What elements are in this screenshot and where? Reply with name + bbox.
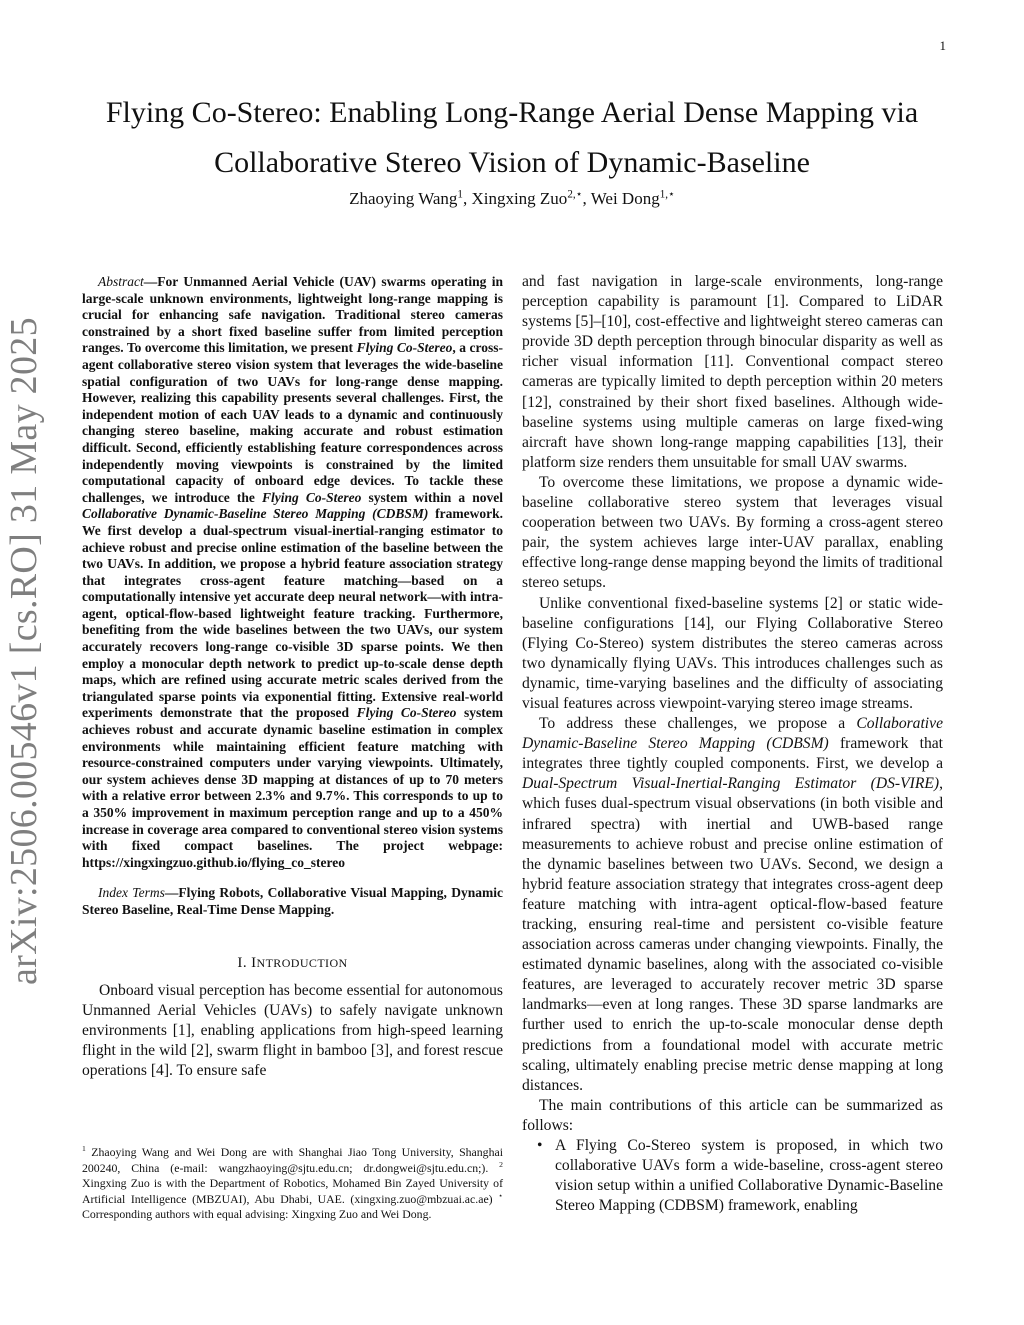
list-item: • A Flying Co-Stereo system is proposed, in which two collaborative UAVs form a wide-baseline, cross-agent stereo vision setup within a unified Collaborative Dynamic-Baseline Stereo Mapping (CDBSM) framework, enabling bbox=[537, 1137, 943, 1215]
author-name: Zhaoying Wang bbox=[349, 189, 458, 208]
paper-title: Flying Co-Stereo: Enabling Long-Range Aerial Dense Mapping via Collaborative Stereo Vision of Dynamic-Baseline bbox=[105, 96, 919, 179]
body-paragraph: The main contributions of this article can be summarized as follows: bbox=[522, 1096, 943, 1134]
author-name: Xingxing Zuo bbox=[471, 189, 568, 208]
author-affiliation-mark: 1,⋆ bbox=[659, 188, 675, 201]
arxiv-identifier[interactable]: arXiv:2506.00546v1 [cs.RO] 31 May 2025 bbox=[3, 317, 45, 985]
body-paragraph: and fast navigation in large-scale environments, long-range perception capability is paramount [1]. Compared to LiDAR systems [5]–[10], cost-effective and lightweight stereo cameras can provide 3D depth perception through binocular disparity as well as richer visual information [11]. Conventional compact stereo cameras are typically limited to depth perception within 20 meters [12], constrained by their short fixed baselines. Although wide-baseline systems using multiple cameras on large fixed-wing aircraft have shown long-range mapping capabilities [13], their platform size renders them unsuitable for small UAV swarms. bbox=[522, 273, 943, 471]
right-column bbox=[522, 272, 943, 1216]
page-number: 1 bbox=[939, 38, 946, 53]
intro-paragraph: Onboard visual perception has become essential for autonomous Unmanned Aerial Vehicles (UAVs) to safely navigate unknown environments [1], enabling applications from high-speed learning flight in the wild [2], swarm flight in bamboo [3], and forest rescue operations [4]. To ensure safe bbox=[82, 981, 503, 1079]
index-terms-label: Index Terms bbox=[98, 885, 165, 901]
author-list: Zhaoying Wang$^1$, Xingxing Zuo$^{2,⋆}$, Wei Dong$^{1,⋆}$ bbox=[349, 188, 675, 208]
body-paragraph: To address these challenges, we propose a Collaborative Dynamic-Baseline Stereo Mapping (CDBSM) framework that integrates three tightly coupled components. First, we develop a Dual-Spectrum Visual-Inertial-Ranging Estimator (DS-VIRE), which fuses dual-spectrum visual observations (in both visible and infrared spectra) with inertial and UWB-based range measurements to achieve robust and precise online estimation of the dynamic baselines between two UAVs. Second, we design a hybrid feature association strategy that integrates cross-agent deep feature matching with intra-agent optical-flow-based feature tracking, ensuring real-time and persistent co-visible feature association across cameras under changing viewpoints. Finally, the estimated dynamic baselines, along with the associated co-visible features, are leveraged to accurately recover metric 3D sparse landmarks—even at long ranges. These 3D sparse landmarks are further used to enrich the up-to-scale monocular dense depth predictions from a foundational model with accurate metric scaling, ultimately enabling precise metric dense mapping at long distances. bbox=[522, 715, 943, 1094]
abstract-label: Abstract bbox=[98, 274, 144, 289]
contributions-list bbox=[522, 1136, 943, 1216]
section-heading-introduction: I. INTRODUCTION bbox=[237, 954, 348, 971]
index-terms: Index Terms—Flying Robots, Collaborative Visual Mapping, Dynamic Stereo Baseline, Real-Time Dense Mapping. bbox=[82, 885, 503, 917]
bullet-icon: • bbox=[537, 1137, 543, 1155]
author-affiliation-mark: 2,⋆ bbox=[567, 188, 583, 201]
body-paragraph: To overcome these limitations, we propose a dynamic wide-baseline collaborative stereo system that leverages visual cooperation between two UAVs. By forming a cross-agent stereo pair, the system achieves large inter-UAV parallax, enabling effective long-range dense mapping beyond the limits of traditional stereo setups. bbox=[522, 473, 943, 592]
footnote-affiliations: $^1$ Zhaoying Wang and Wei Dong are with Shanghai Jiao Tong University, Shanghai 200240, China (e-mail: wangzhaoying@sjtu.edu.cn; dr.dongwei@sjtu.edu.cn;). $^2$ Xingxing Zuo is with the Department of Robotics, Mohamed Bin Zayed University of Artificial Intelligence (MBZUAI), Abu Dhabi, UAE. (xingxing.zuo@mbzuai.ac.ae) ⋆ Corresponding authors with equal advising: Xingxing Zuo and Wei Dong. bbox=[82, 1144, 503, 1222]
author-affiliation-mark: 1 bbox=[457, 188, 463, 201]
left-column bbox=[82, 274, 503, 1081]
author-name: Wei Dong bbox=[590, 189, 660, 208]
body-paragraph: Unlike conventional fixed-baseline systems [2] or static wide-baseline configurations [14], our Flying Collaborative Stereo (Flying Co-Stereo) system distributes the stereo cameras across two dynamically flying UAVs. This introduces challenges such as dynamic, time-varying baselines and the difficulty of associating visual features across viewpoint-varying stereo image streams. bbox=[522, 594, 943, 712]
abstract: Abstract—For Unmanned Aerial Vehicle (UAV) swarms operating in large-scale unknown environments, lightweight long-range mapping is crucial for enhancing safe navigation. Traditional stereo cameras constrained by a short fixed baseline suffer from limited perception ranges. To overcome this limitation, we present Flying Co-Stereo, a cross-agent collaborative stereo vision system that leverages the wide-baseline spatial configuration of two UAVs for long-range dense mapping. However, realizing this capability presents several challenges. First, the independent motion of each UAV leads to a dynamic and continuously changing stereo baseline, making accurate and robust estimation difficult. Second, efficiently establishing feature correspondences across independently moving viewpoints is constrained by the limited computational capacity of onboard edge devices. To tackle these challenges, we introduce the Flying Co-Stereo system within a novel Collaborative Dynamic-Baseline Stereo Mapping (CDBSM) framework. We first develop a dual-spectrum visual-inertial-ranging estimator to achieve robust and precise online estimation of the baseline between the two UAVs. In addition, we propose a hybrid feature association strategy that integrates cross-agent feature matching—based on a computationally intensive yet accurate deep neural network—with intra-agent, optical-flow-based lightweight feature tracking. Furthermore, benefiting from the wide baselines between the two UAVs, our system accurately recovers long-range co-visible 3D sparse points. We then employ a monocular depth network to predict up-to-scale dense depth maps, which are refined using accurate metric scales derived from the triangulated sparse points via exponential fitting. Extensive real-world experiments demonstrate that the proposed Flying Co-Stereo system achieves robust and accurate dynamic baseline estimation in complex environments while maintaining efficient feature matching with resource-constrained computers under varying viewpoints. Ultimately, our system achieves dense 3D mapping at distances of up to 70 meters with a relative error between 2.3% and 9.7%. This corresponds to up to a 350% improvement in maximum perception range and up to a 450% increase in coverage area compared to conventional stereo vision systems with fixed compact baselines. The project webpage: https://xingxingzuo.github.io/flying_co_stereo bbox=[82, 274, 503, 870]
